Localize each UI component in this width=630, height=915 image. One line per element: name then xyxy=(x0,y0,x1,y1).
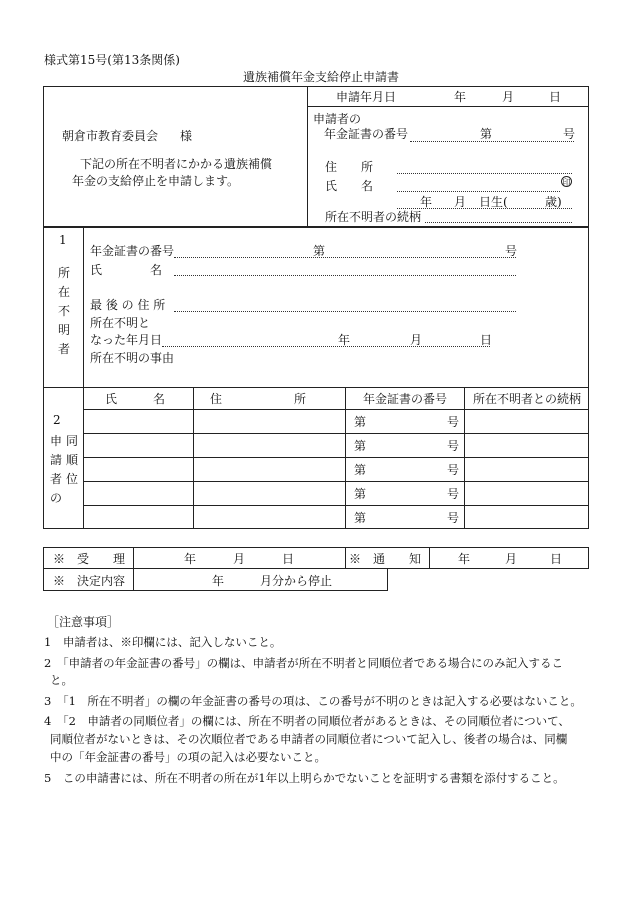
notice-month: 月 xyxy=(505,552,518,566)
row-line-4 xyxy=(83,505,589,506)
relationship-label: 所在不明者の続柄 xyxy=(325,210,422,224)
date-row-line xyxy=(307,106,589,107)
decision-label: ※ 決定内容 xyxy=(53,574,126,588)
missing-since-year: 年 xyxy=(338,333,351,347)
addressee: 朝倉市教育委員会 xyxy=(62,129,159,143)
notice-label: ※ 通 知 xyxy=(349,552,422,566)
last-address-label: 最 後 の 住 所 xyxy=(90,298,166,312)
missing-cert-field[interactable] xyxy=(174,257,516,258)
note-2-cont: と。 xyxy=(50,673,73,687)
row4-dai: 第 xyxy=(354,487,367,501)
seal-icon: 印 xyxy=(562,178,571,187)
row1-gou: 号 xyxy=(447,415,460,429)
birth-year: 年 xyxy=(420,195,433,209)
row3-dai: 第 xyxy=(354,463,367,477)
section2-vertical-col2: 同 順 位 xyxy=(65,434,78,486)
section-divider xyxy=(43,387,589,388)
statement-line-1: 下記の所在不明者にかかる遺族補償 xyxy=(80,157,273,171)
notice-year: 年 xyxy=(458,552,471,566)
section1-vertical-title: 所 在 不 明 者 xyxy=(57,266,70,356)
applicant-cert-gou: 号 xyxy=(563,127,576,141)
note-3: 3 「1 所在不明者」の欄の年金証書の番号の項は、この番号が不明のときは記入する必要はないこと。 xyxy=(44,694,582,708)
relationship-field[interactable] xyxy=(425,222,572,223)
receipt-day: 日 xyxy=(282,552,295,566)
form-number: 様式第15号(第13条関係) xyxy=(44,53,180,67)
applicant-address-field[interactable] xyxy=(397,173,572,174)
application-date-label: 申請年月日 xyxy=(336,90,397,104)
receipt-year: 年 xyxy=(184,552,197,566)
note-4-cont-1: 同順位者がないときは、その次順位者である申請者の同順位者について記入し、後者の場合は、同欄 xyxy=(50,732,568,746)
col-header-name: 氏 名 xyxy=(105,392,166,406)
missing-cert-dai: 第 xyxy=(313,244,326,258)
receipt-label: ※ 受 理 xyxy=(53,552,126,566)
applicant-cert-dai: 第 xyxy=(480,127,493,141)
col-header-address: 住 所 xyxy=(210,392,307,406)
row5-gou: 号 xyxy=(447,511,460,525)
missing-name-label: 氏 名 xyxy=(90,263,163,277)
date-year: 年 xyxy=(454,90,467,104)
missing-cert-label: 年金証書の番号 xyxy=(90,244,175,258)
statement-line-2: 年金の支給停止を申請します。 xyxy=(72,174,240,188)
applicant-cert-field[interactable] xyxy=(410,141,574,142)
missing-since-day: 日 xyxy=(480,333,493,347)
main-left-divider xyxy=(83,227,84,529)
birth-month: 月 xyxy=(454,195,467,209)
col-header-relation: 所在不明者との続柄 xyxy=(473,392,582,406)
date-month: 月 xyxy=(502,90,515,104)
applicant-label: 申請者の xyxy=(313,112,362,126)
office-divider-2 xyxy=(345,547,346,569)
applicant-name-field[interactable] xyxy=(397,191,560,192)
col-header-cert: 年金証書の番号 xyxy=(363,392,448,406)
applicant-address-label: 住 所 xyxy=(325,160,374,174)
missing-since-field[interactable] xyxy=(162,346,490,347)
notice-day: 日 xyxy=(550,552,563,566)
missing-since-label-1: 所在不明と xyxy=(90,316,151,330)
section2-number: 2 xyxy=(53,413,61,427)
decision-year: 年 xyxy=(212,574,225,588)
birth-day: 日生( xyxy=(479,195,508,209)
row3-gou: 号 xyxy=(447,463,460,477)
missing-since-label-2: なった年月日 xyxy=(90,333,163,347)
row-line-2 xyxy=(83,457,589,458)
missing-since-month: 月 xyxy=(410,333,423,347)
applicant-name-label: 氏 名 xyxy=(325,179,374,193)
row-line-header xyxy=(83,409,589,410)
missing-name-field[interactable] xyxy=(174,275,516,276)
missing-reason-label: 所在不明の事由 xyxy=(90,351,175,365)
missing-cert-gou: 号 xyxy=(505,244,518,258)
note-4-cont-2: 中の「年金証書の番号」の項の記入は必要ないこと。 xyxy=(50,750,326,764)
header-divider xyxy=(307,86,308,227)
row-line-3 xyxy=(83,481,589,482)
note-1: 1 申請者は、※印欄には、記入しないこと。 xyxy=(44,635,282,649)
decision-stop-from: 月分から停止 xyxy=(260,574,333,588)
last-address-field[interactable] xyxy=(174,311,516,312)
notes-heading: ［注意事項］ xyxy=(47,615,120,629)
row-line-1 xyxy=(83,433,589,434)
row4-gou: 号 xyxy=(447,487,460,501)
date-day: 日 xyxy=(549,90,562,104)
office-divider-3 xyxy=(429,547,430,569)
note-4: 4 「2 申請者の同順位者」の欄には、所在不明者の同順位者があるときは、その同順位者について、 xyxy=(44,714,570,728)
row2-dai: 第 xyxy=(354,439,367,453)
birth-field[interactable] xyxy=(397,208,572,209)
receipt-month: 月 xyxy=(233,552,246,566)
applicant-cert-label: 年金証書の番号 xyxy=(324,127,409,141)
note-2: 2 「申請者の年金証書の番号」の欄は、申請者が所在不明者と同順位者である場合にのみ記入するこ xyxy=(44,656,564,670)
section1-number: 1 xyxy=(59,233,67,247)
row2-gou: 号 xyxy=(447,439,460,453)
age: 歳) xyxy=(545,195,562,209)
form-title: 遺族補償年金支給停止申請書 xyxy=(243,70,400,84)
row5-dai: 第 xyxy=(354,511,367,525)
note-5: 5 この申請書には、所在不明者の所在が1年以上明らかでないことを証明する書類を添付すること。 xyxy=(44,771,565,785)
addressee-honorific: 様 xyxy=(180,129,193,143)
section2-vertical-col1: 申 請 者 の xyxy=(49,434,62,505)
row1-dai: 第 xyxy=(354,415,367,429)
